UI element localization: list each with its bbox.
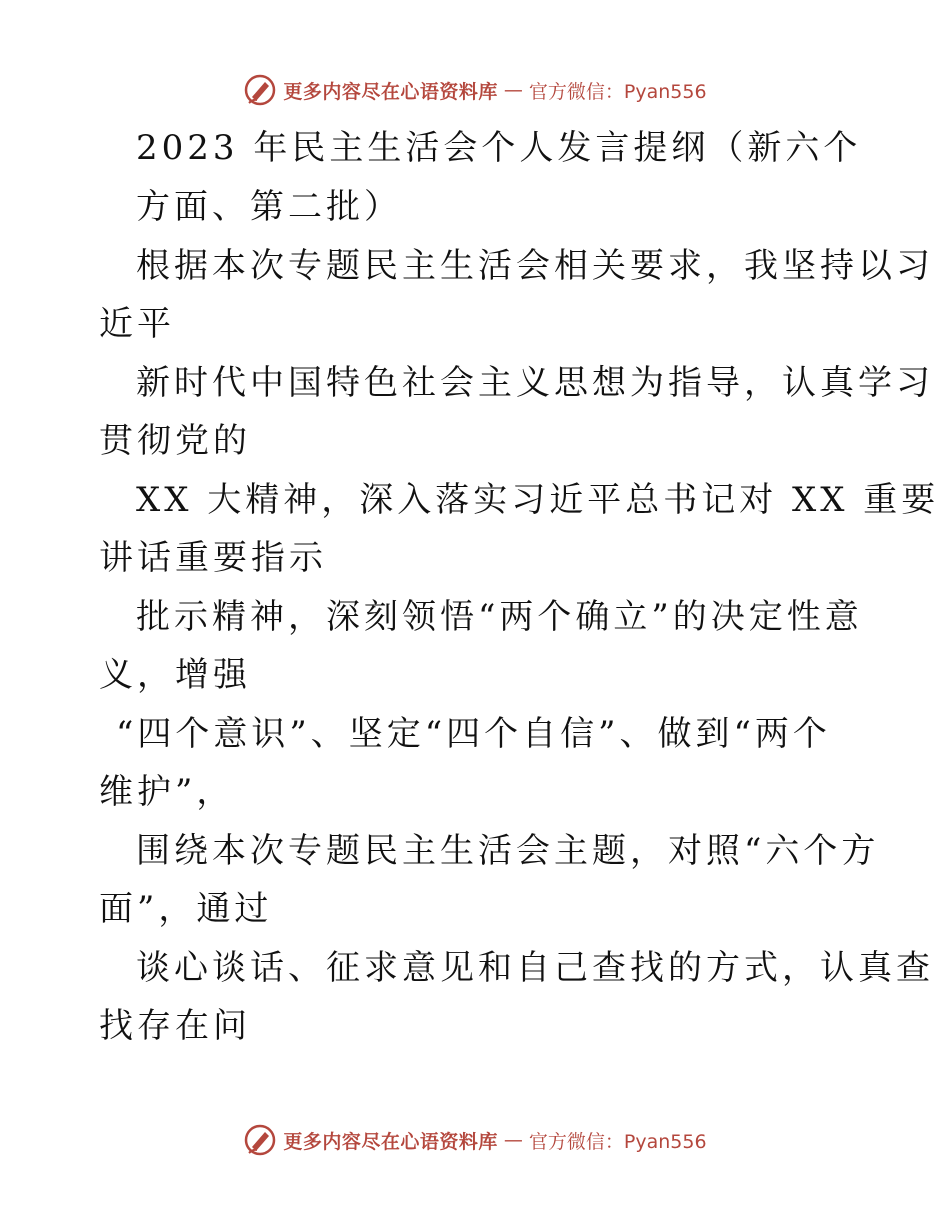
banner-dash: — [503, 1129, 523, 1151]
paragraph-line: 批示精神，深刻领悟“两个确立”的决定性意 [136, 597, 863, 637]
paragraph-line: 找存在问 [99, 1006, 251, 1046]
header-banner [0, 70, 950, 110]
paragraph-line: 面”，通过 [99, 889, 273, 929]
banner-dash: — [503, 79, 523, 101]
paragraph-line: 近平 [99, 304, 175, 344]
title-line-1: 2023 年民主生活会个人发言提纲（新六个 [136, 128, 862, 168]
title-line-2: 方面、第二批） [136, 187, 402, 227]
paragraph-line: 新时代中国特色社会主义思想为指导，认真学习 [136, 363, 934, 403]
paragraph-line: 义，增强 [99, 655, 251, 695]
wechat-text: 官方微信：Pyan556 [528, 1130, 707, 1153]
brand-text: 更多内容尽在心语资料库 [283, 80, 498, 103]
paragraph-line: 贯彻党的 [99, 421, 251, 461]
paragraph-line: XX 大精神，深入落实习近平总书记对 XX 重要 [136, 480, 940, 520]
paragraph-line: 讲话重要指示 [99, 538, 327, 578]
paragraph-line: 围绕本次专题民主生活会主题，对照“六个方 [136, 831, 880, 871]
brand-text: 更多内容尽在心语资料库 [283, 1130, 498, 1153]
paragraph-line: 谈心谈话、征求意见和自己查找的方式，认真查 [136, 948, 934, 988]
pen-logo-icon [243, 1123, 277, 1157]
paragraph-line: 维护”， [99, 772, 235, 812]
footer-banner [0, 1120, 950, 1160]
pen-logo-icon [243, 73, 277, 107]
wechat-text: 官方微信：Pyan556 [528, 80, 707, 103]
paragraph-line: “四个意识”、坚定“四个自信”、做到“两个 [116, 714, 831, 754]
paragraph-line: 根据本次专题民主生活会相关要求，我坚持以习 [136, 246, 934, 286]
